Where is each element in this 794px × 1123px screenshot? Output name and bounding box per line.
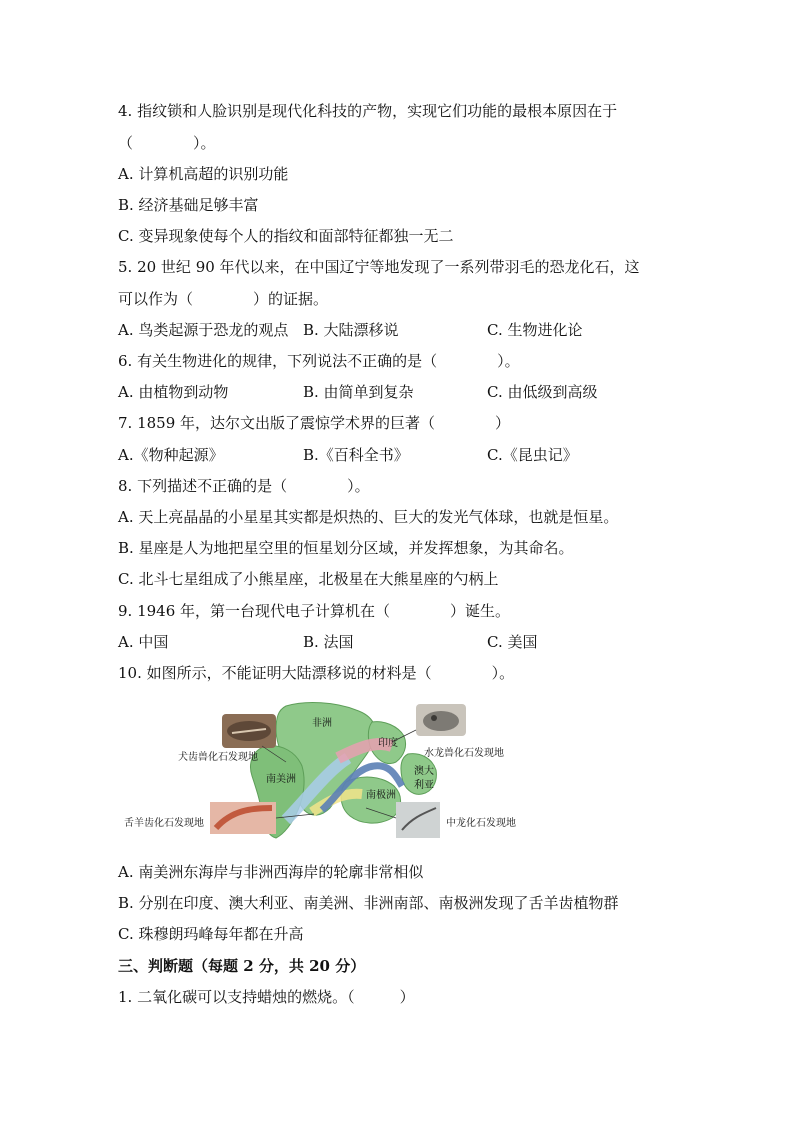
q8-option-b: B. 星座是人为地把星空里的恒星划分区域，并发挥想象，为其命名。 <box>118 539 574 557</box>
q5-option-b: B. 大陆漂移说 <box>303 321 399 339</box>
label-mesosaurus: 中龙化石发现地 <box>446 818 516 829</box>
q8-option-a: A. 天上亮晶晶的小星星其实都是炽热的、巨大的发光气体球，也就是恒星。 <box>118 508 619 526</box>
q4-option-a: A. 计算机高超的识别功能 <box>118 165 289 183</box>
label-australia-line1: 澳大 <box>414 766 434 777</box>
q10-stem: 10. 如图所示，不能证明大陆漂移说的材料是（ ）。 <box>118 664 515 682</box>
q4-stem-line2: （ ）。 <box>118 134 216 152</box>
q10-option-c: C. 珠穆朗玛峰每年都在升高 <box>118 925 304 943</box>
cynognathus-fossil-image <box>222 714 276 748</box>
q4-option-b: B. 经济基础足够丰富 <box>118 196 259 214</box>
q7-stem: 7. 1859 年，达尔文出版了震惊学术界的巨著（ ） <box>118 414 511 432</box>
label-lystrosaurus: 水龙兽化石发现地 <box>424 748 504 759</box>
q9-option-c: C. 美国 <box>487 633 538 651</box>
label-south-america: 南美洲 <box>266 774 296 785</box>
q7-option-b: B.《百科全书》 <box>303 446 409 464</box>
q10-option-b: B. 分别在印度、澳大利亚、南美洲、非洲南部、南极洲发现了舌羊齿植物群 <box>118 894 619 912</box>
lystrosaurus-fossil-image <box>416 704 466 736</box>
glossopteris-fossil-image <box>210 802 276 834</box>
q6-option-a: A. 由植物到动物 <box>118 383 229 401</box>
q9-option-b: B. 法国 <box>303 633 354 651</box>
label-australia-line2: 利亚 <box>414 780 434 791</box>
q6-option-c: C. 由低级到高级 <box>487 383 598 401</box>
q4-stem-line1: 4. 指纹锁和人脸识别是现代化科技的产物，实现它们功能的最根本原因在于 <box>118 102 618 120</box>
q4-option-c: C. 变异现象使每个人的指纹和面部特征都独一无二 <box>118 227 454 245</box>
continental-drift-figure <box>116 700 526 845</box>
q6-stem: 6. 有关生物进化的规律，下列说法不正确的是（ ）。 <box>118 352 520 370</box>
label-glossopteris: 舌羊齿化石发现地 <box>124 818 204 829</box>
q6-option-b: B. 由简单到复杂 <box>303 383 414 401</box>
q5-option-a: A. 鸟类起源于恐龙的观点 <box>118 321 289 339</box>
q5-option-c: C. 生物进化论 <box>487 321 583 339</box>
q5-stem-line2: 可以作为（ ）的证据。 <box>118 290 329 308</box>
q5-stem-line1: 5. 20 世纪 90 年代以来，在中国辽宁等地发现了一系列带羽毛的恐龙化石，这 <box>118 258 640 276</box>
label-india: 印度 <box>378 738 398 749</box>
label-africa: 非洲 <box>312 718 332 729</box>
q8-stem: 8. 下列描述不正确的是（ ）。 <box>118 477 370 495</box>
label-antarctica: 南极洲 <box>366 790 396 801</box>
q9-option-a: A. 中国 <box>118 633 169 651</box>
q7-option-c: C.《昆虫记》 <box>487 446 578 464</box>
section3-title: 三、判断题（每题 2 分，共 20 分） <box>118 957 366 975</box>
label-cynognathus: 犬齿兽化石发现地 <box>178 752 258 763</box>
q9-stem: 9. 1946 年，第一台现代电子计算机在（ ）诞生。 <box>118 602 511 620</box>
q10-option-a: A. 南美洲东海岸与非洲西海岸的轮廓非常相似 <box>118 863 424 881</box>
mesosaurus-fossil-image <box>396 802 440 838</box>
section3-q1: 1. 二氧化碳可以支持蜡烛的燃烧。（ ） <box>118 988 415 1006</box>
q7-option-a: A.《物种起源》 <box>118 446 224 464</box>
q8-option-c: C. 北斗七星组成了小熊星座，北极星在大熊星座的勺柄上 <box>118 570 499 588</box>
